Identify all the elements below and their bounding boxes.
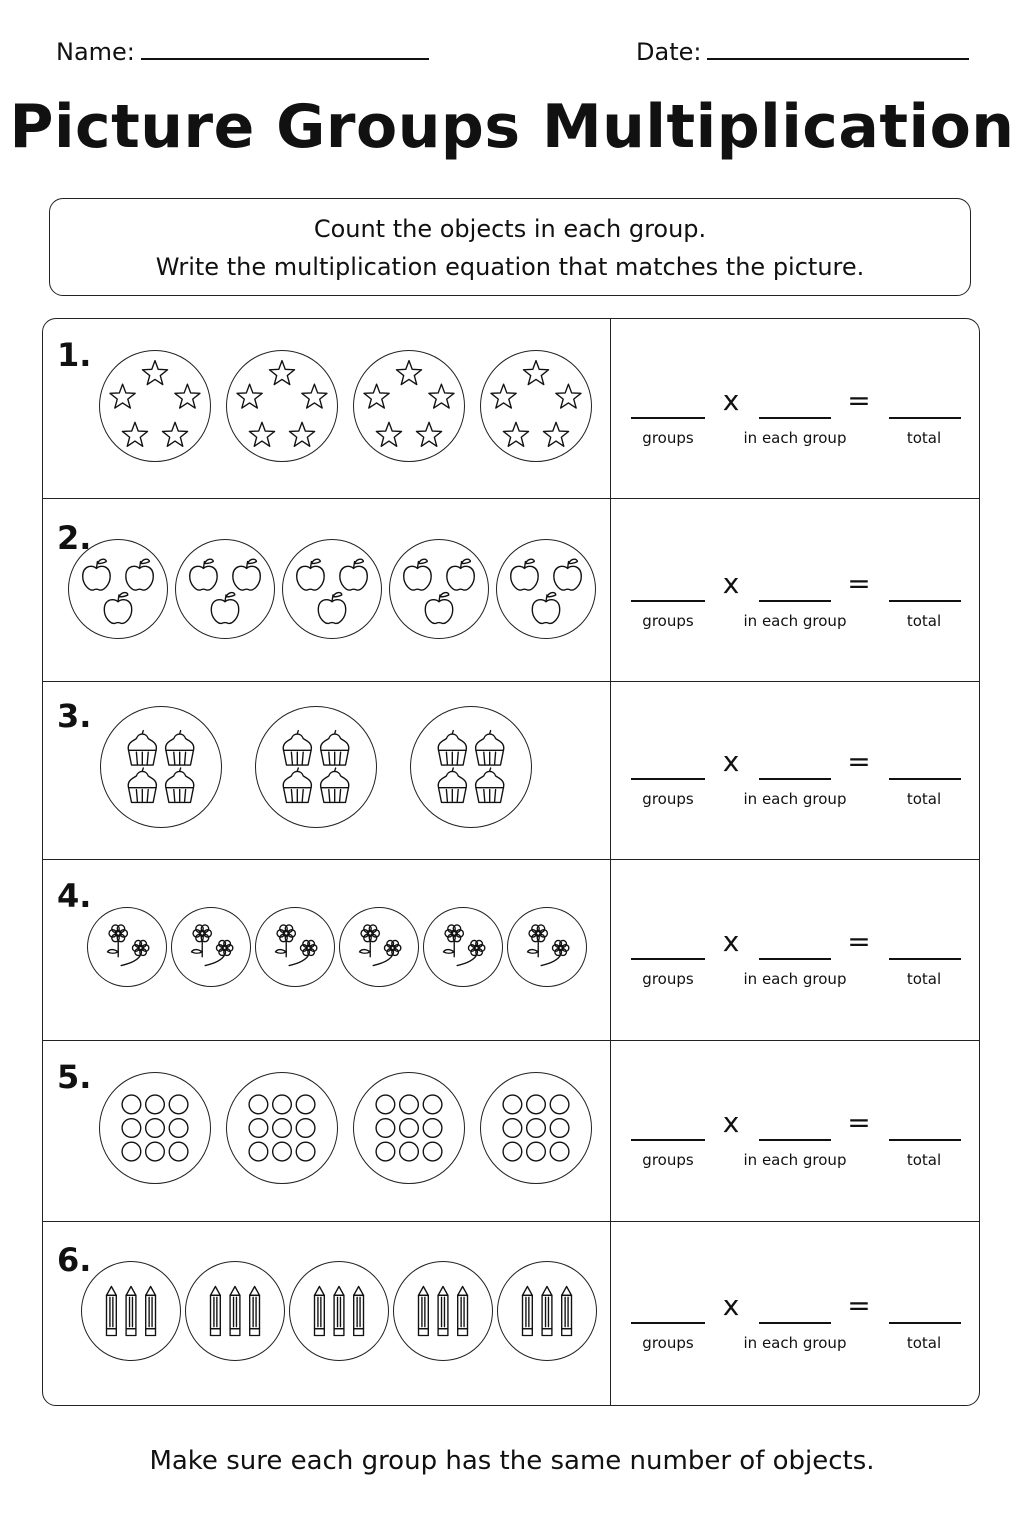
- groups-caption: groups: [642, 1151, 694, 1169]
- object-group: [423, 907, 503, 987]
- problem-number: 1.: [57, 336, 92, 374]
- object-group: [255, 907, 335, 987]
- name-label: Name:: [56, 38, 135, 66]
- object-group: [410, 706, 532, 828]
- in-each-group-answer-blank[interactable]: [759, 778, 831, 780]
- in-each-group-caption: in each group: [743, 970, 847, 988]
- problem-row: [43, 499, 979, 682]
- in-each-group-answer-blank[interactable]: [759, 417, 831, 419]
- total-caption: total: [906, 429, 942, 447]
- object-group: [68, 539, 168, 639]
- name-blank-line[interactable]: [141, 40, 429, 60]
- times-sign: x: [722, 384, 740, 417]
- problem-row: [43, 1222, 979, 1406]
- date-label: Date:: [636, 38, 702, 66]
- problem-number: 3.: [57, 697, 92, 735]
- equals-sign: =: [847, 1106, 871, 1139]
- object-group: [496, 539, 596, 639]
- in-each-group-caption: in each group: [743, 790, 847, 808]
- problem-number: 2.: [57, 519, 92, 557]
- in-each-group-answer-blank[interactable]: [759, 1139, 831, 1141]
- times-sign: x: [722, 567, 740, 600]
- total-caption: total: [906, 1334, 942, 1352]
- in-each-group-answer-blank[interactable]: [759, 958, 831, 960]
- times-sign: x: [722, 1289, 740, 1322]
- object-group: [353, 350, 465, 462]
- object-group: [255, 706, 377, 828]
- problem-row: [43, 682, 979, 860]
- in-each-group-answer-blank[interactable]: [759, 600, 831, 602]
- object-group: [497, 1261, 597, 1361]
- object-group: [175, 539, 275, 639]
- in-each-group-caption: in each group: [743, 1334, 847, 1352]
- in-each-group-caption: in each group: [743, 612, 847, 630]
- total-caption: total: [906, 612, 942, 630]
- groups-answer-blank[interactable]: [631, 1322, 705, 1324]
- groups-answer-blank[interactable]: [631, 600, 705, 602]
- footer-note: Make sure each group has the same number of objects.: [149, 1446, 875, 1476]
- object-group: [507, 907, 587, 987]
- column-divider: [610, 860, 611, 1040]
- groups-caption: groups: [642, 1334, 694, 1352]
- problem-number: 6.: [57, 1241, 92, 1279]
- equals-sign: =: [847, 1289, 871, 1322]
- problem-row: [43, 1041, 979, 1222]
- object-group: [99, 1072, 211, 1184]
- object-group: [100, 706, 222, 828]
- times-sign: x: [722, 1106, 740, 1139]
- total-answer-blank[interactable]: [889, 1322, 961, 1324]
- instruction-line-2: Write the multiplication equation that matches the picture.: [155, 253, 865, 281]
- in-each-group-caption: in each group: [743, 429, 847, 447]
- total-answer-blank[interactable]: [889, 417, 961, 419]
- equals-sign: =: [847, 745, 871, 778]
- total-answer-blank[interactable]: [889, 1139, 961, 1141]
- in-each-group-answer-blank[interactable]: [759, 1322, 831, 1324]
- groups-caption: groups: [642, 612, 694, 630]
- object-group: [226, 1072, 338, 1184]
- times-sign: x: [722, 745, 740, 778]
- problem-number: 5.: [57, 1058, 92, 1096]
- object-group: [171, 907, 251, 987]
- name-field[interactable]: [56, 38, 429, 66]
- groups-caption: groups: [642, 970, 694, 988]
- equals-sign: =: [847, 925, 871, 958]
- date-blank-line[interactable]: [707, 40, 969, 60]
- problem-number: 4.: [57, 877, 92, 915]
- times-sign: x: [722, 925, 740, 958]
- total-answer-blank[interactable]: [889, 778, 961, 780]
- problem-row: [43, 860, 979, 1041]
- column-divider: [610, 1041, 611, 1221]
- total-caption: total: [906, 790, 942, 808]
- object-group: [282, 539, 382, 639]
- groups-caption: groups: [642, 429, 694, 447]
- equals-sign: =: [847, 567, 871, 600]
- problem-row: [43, 319, 979, 499]
- object-group: [289, 1261, 389, 1361]
- in-each-group-caption: in each group: [743, 1151, 847, 1169]
- total-answer-blank[interactable]: [889, 600, 961, 602]
- total-caption: total: [906, 1151, 942, 1169]
- object-group: [339, 907, 419, 987]
- object-group: [99, 350, 211, 462]
- object-group: [87, 907, 167, 987]
- equals-sign: =: [847, 384, 871, 417]
- object-group: [393, 1261, 493, 1361]
- column-divider: [610, 682, 611, 859]
- object-group: [480, 1072, 592, 1184]
- object-group: [389, 539, 489, 639]
- object-group: [185, 1261, 285, 1361]
- groups-answer-blank[interactable]: [631, 778, 705, 780]
- object-group: [353, 1072, 465, 1184]
- object-group: [226, 350, 338, 462]
- date-field[interactable]: [636, 38, 969, 66]
- groups-answer-blank[interactable]: [631, 1139, 705, 1141]
- groups-answer-blank[interactable]: [631, 958, 705, 960]
- groups-answer-blank[interactable]: [631, 417, 705, 419]
- column-divider: [610, 319, 611, 498]
- column-divider: [610, 499, 611, 681]
- total-answer-blank[interactable]: [889, 958, 961, 960]
- total-caption: total: [906, 970, 942, 988]
- page-title: Picture Groups Multiplication: [9, 92, 1015, 162]
- groups-caption: groups: [642, 790, 694, 808]
- object-group: [81, 1261, 181, 1361]
- instructions-box: [49, 198, 971, 296]
- instruction-line-1: Count the objects in each group.: [313, 215, 707, 243]
- problems-table: [42, 318, 980, 1406]
- column-divider: [610, 1222, 611, 1406]
- object-group: [480, 350, 592, 462]
